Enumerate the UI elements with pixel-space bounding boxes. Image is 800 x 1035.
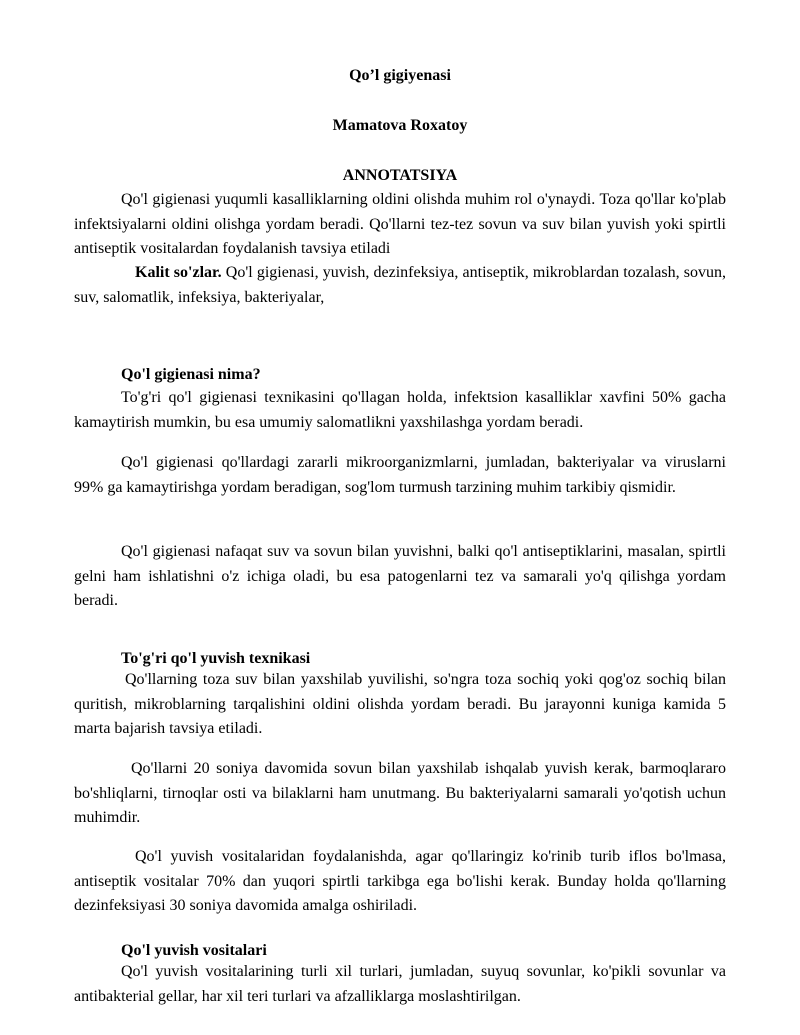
author-name: Mamatova Roxatoy [332, 117, 468, 134]
section-heading-washing-technique: To'g'ri qo'l yuvish texnikasi [121, 650, 311, 667]
section-heading-what-is-hygiene: Qo'l gigienasi nima? [121, 366, 261, 383]
section2-paragraph-2: Qo'llarni 20 soniya davomida sovun bilan yaxshilab ishqalab yuvish kerak, barmoqlararo bo'shliqlarni, tirnoqlar osti va bilaklarni ham unutmang. Bu bakteriyalarni samarali yo'qotish uchun muhimdir. [74, 760, 726, 826]
annotation-paragraph: Qo'l gigienasi yuqumli kasalliklarning oldini olishda muhim rol o'ynaydi. Toza qo'llar ko'plab infektsiyalarni oldini olishga yordam beradi. Qo'llarni tez-tez sovun va suv bilan yuvish yoki spirtli antiseptik vositalardan foydalanish tavsiya etiladi [74, 191, 726, 257]
keywords-label: Kalit so'zlar. [135, 264, 222, 281]
section1-paragraph-2: Qo'l gigienasi qo'llardagi zararli mikroorganizmlarni, jumladan, bakteriyalar va viruslarni 99% ga kamaytirishga yordam beradigan, sog'lom turmush tarzining muhim tarkibiy qismidir. [74, 454, 726, 496]
section1-paragraph-1: To'g'ri qo'l gigienasi texnikasini qo'llagan holda, infektsion kasalliklar xavfini 50% gacha kamaytirish mumkin, bu esa umumiy salomatlikni yaxshilashga yordam beradi. [74, 389, 726, 431]
document-title: Qo’l gigiyenasi [349, 67, 451, 84]
annotation-heading: ANNOTATSIYA [342, 167, 458, 184]
keywords-text: Qo'l gigienasi, yuvish, dezinfeksiya, antiseptik, mikroblardan tozalash, sovun, suv, salomatlik, infeksiya, bakteriyalar, [74, 264, 726, 306]
section3-paragraph-1: Qo'l yuvish vositalarining turli xil turlari, jumladan, suyuq sovunlar, ko'pikli sovunlar va antibakterial gellar, har xil teri turlari va afzalliklarga moslashtirilgan. [74, 963, 726, 1005]
section1-paragraph-3: Qo'l gigienasi nafaqat suv va sovun bilan yuvishni, balki qo'l antiseptiklarini, masalan, spirtli gelni ham ishlatishni o'z ichiga oladi, bu esa patogenlarni tez va samarali yo'q qilishga yordam beradi. [74, 543, 726, 609]
section2-paragraph-3: Qo'l yuvish vositalaridan foydalanishda, agar qo'llaringiz ko'rinib turib iflos bo'lmasa, antiseptik vositalar 70% dan yuqori spirtli tarkibga ega bo'lishi kerak. Bunday holda qo'llarning dezinfeksiyasi 30 soniya davomida amalga oshiriladi. [74, 848, 726, 914]
section-heading-washing-products: Qo'l yuvish vositalari [121, 942, 267, 959]
section2-paragraph-1: Qo'llarning toza suv bilan yaxshilab yuvilishi, so'ngra toza sochiq yoki qog'oz sochiq bilan quritish, mikroblarning tarqalishini oldini olishda yordam beradi. Bu jarayonni kuniga kamida 5 marta bajarish tavsiya etiladi. [74, 671, 726, 737]
keywords-paragraph [74, 261, 726, 310]
